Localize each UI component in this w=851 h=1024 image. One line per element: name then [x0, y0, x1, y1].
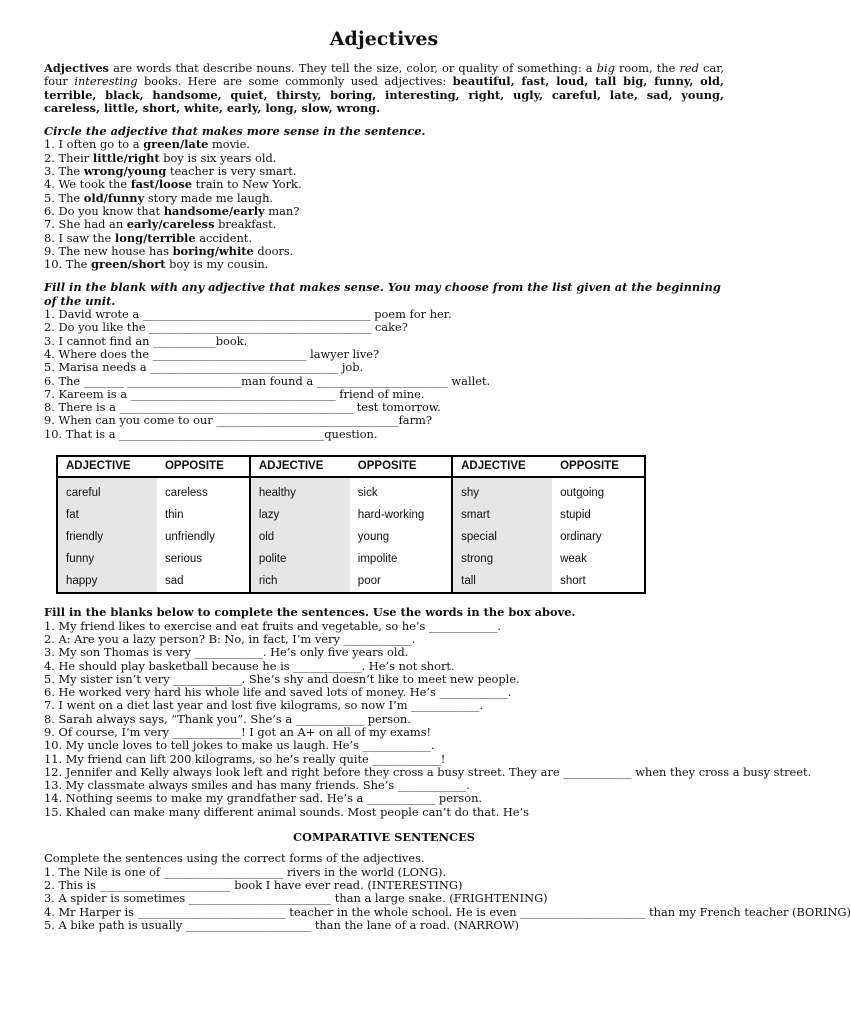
intro-paragraph — [44, 62, 724, 115]
table-header-row — [57, 456, 645, 477]
adjective-choice[interactable]: handsome/early — [163, 203, 265, 218]
item-text: 6. Do you know that — [44, 203, 164, 218]
adjective-choice[interactable]: little/right — [92, 150, 160, 165]
circle-item — [44, 205, 724, 218]
circle-item — [44, 192, 724, 205]
item-text: 9. The new house has — [44, 243, 173, 258]
adjective-cell: rich — [250, 570, 350, 593]
fill-item: 7. Kareem is a ____________________________________ friend of mine. — [44, 386, 425, 401]
box-words-item: 4. He should play basketball because he is ____________. He’s not short. — [44, 658, 455, 673]
table-header-cell: ADJECTIVE — [452, 456, 552, 477]
circle-item — [44, 258, 724, 271]
box-words-item: 11. My friend can lift 200 kilograms, so he’s really quite ____________! — [44, 751, 446, 766]
opposite-cell: thin — [157, 504, 250, 526]
box-words-instruction: Fill in the blanks below to complete the sentences. Use the words in the box above. — [44, 605, 576, 620]
circle-instruction: Circle the adjective that makes more sense in the sentence. — [44, 124, 426, 139]
item-text: 7. She had an — [44, 217, 127, 232]
adjective-cell: funny — [57, 548, 157, 570]
adjective-cell: smart — [452, 504, 552, 526]
opposite-cell: short — [560, 574, 586, 587]
worksheet-page — [44, 26, 851, 932]
fill-item: 5. Marisa needs a _________________________________ job. — [44, 360, 364, 375]
opposite-cell: outgoing — [560, 486, 605, 499]
adjective-cell: lazy — [250, 504, 350, 526]
item-text: 10. The — [44, 257, 92, 272]
box-words-item: 9. Of course, I’m very ____________! I got an A+ on all of my exams! — [44, 724, 432, 739]
adjective-choice[interactable]: green/late — [143, 137, 209, 152]
circle-section — [44, 125, 724, 271]
table-header-cell: ADJECTIVE — [57, 456, 157, 477]
adjective-cell: old — [250, 526, 350, 548]
adjective-choice[interactable]: old/funny — [83, 190, 145, 205]
item-text: doors. — [253, 243, 294, 258]
intro-lead: Adjectives — [44, 61, 109, 75]
opposite-cell: weak — [560, 552, 587, 565]
comparative-instruction: Complete the sentences using the correct forms of the adjectives. — [44, 851, 425, 866]
table-row — [57, 548, 645, 570]
box-words-item: 8. Sarah always says, “Thank you”. She’s a ____________ person. — [44, 711, 411, 726]
item-text: 5. The — [44, 190, 84, 205]
box-words-item: 10. My uncle loves to tell jokes to make us laugh. He’s ____________. — [44, 738, 435, 753]
box-words-item: 13. My classmate always smiles and has many friends. She’s ____________. — [44, 778, 470, 793]
opposite-cell: careless — [157, 477, 250, 504]
item-text: breakfast. — [214, 217, 277, 232]
opposite-cell: stupid — [560, 508, 591, 521]
opposite-cell: impolite — [350, 548, 452, 570]
table-header-cell: OPPOSITE — [157, 456, 250, 477]
item-text: teacher is very smart. — [166, 164, 297, 179]
adjective-cell: happy — [57, 570, 157, 593]
item-text: 1. I often go to a — [44, 137, 144, 152]
box-words-section — [44, 605, 812, 819]
item-text: story made me laugh. — [144, 190, 274, 205]
comparative-heading: COMPARATIVE SENTENCES — [292, 830, 475, 845]
comparative-item: 2. This is _______________________ book I have ever read. (INTERESTING) — [44, 877, 463, 892]
adjective-cell: tall — [452, 570, 552, 593]
fill-item: 10. That is a ____________________________________question. — [44, 426, 378, 441]
item-text: 2. Their — [44, 150, 93, 165]
adjective-list: beautiful, fast, loud, tall big, funny, old, terrible, black, handsome, quiet, thirsty, boring, interesting, right, ugly, careful, late, sad, young, careless, little, short, white, early, long, slow, wrong. — [44, 74, 724, 115]
table-row — [57, 526, 645, 548]
fill-item: 8. There is a _________________________________________ test tomorrow. — [44, 400, 441, 415]
adjective-choice[interactable]: wrong/young — [83, 164, 167, 179]
adjective-cell: healthy — [250, 477, 350, 504]
adjective-cell: friendly — [57, 526, 157, 548]
item-text: accident. — [195, 230, 253, 245]
comparative-item: 5. A bike path is usually ______________________ than the lane of a road. (NARROW) — [44, 917, 519, 932]
box-words-item: 2. A: Are you a lazy person? B: No, in fact, I’m very ____________. — [44, 631, 416, 646]
adjective-cell: polite — [250, 548, 350, 570]
fill-item: 4. Where does the ___________________________ lawyer live? — [44, 346, 380, 361]
fill-section — [44, 281, 724, 441]
box-words-item: 14. Nothing seems to make my grandfather sad. He’s a ____________ person. — [44, 791, 483, 806]
table-row — [57, 570, 645, 593]
table-row — [57, 504, 645, 526]
item-text: boy is my cousin. — [165, 257, 269, 272]
adjective-choice[interactable]: green/short — [91, 257, 166, 272]
circle-item — [44, 152, 724, 165]
box-words-item: 5. My sister isn’t very ____________. She’s shy and doesn’t like to meet new people. — [44, 671, 520, 686]
intro-example: interesting — [74, 74, 138, 89]
intro-text: are words that describe nouns. They tell the size, color, or quality of something: a — [108, 61, 597, 75]
opposite-cell: hard-working — [350, 504, 452, 526]
box-words-item: 1. My friend likes to exercise and eat fruits and vegetable, so he’s ____________. — [44, 618, 501, 633]
item-text: boy is six years old. — [159, 150, 277, 165]
fill-instruction: Fill in the blank with any adjective that makes sense. You may choose from the list given at the beginning of the unit. — [44, 280, 721, 308]
table-header-cell: OPPOSITE — [350, 456, 452, 477]
comparative-item: 4. Mr Harper is __________________________ teacher in the whole school. He is even ______________________ than my French teacher (BORING) — [44, 904, 851, 919]
adjective-cell: special — [452, 526, 552, 548]
fill-item: 3. I cannot find an ___________book. — [44, 333, 248, 348]
fill-item: 6. The _______ ____________________man found a _______________________ wallet. — [44, 373, 491, 388]
page-title: Adjectives — [329, 28, 439, 50]
item-text: 4. We took the — [44, 177, 131, 192]
table-header-cell: ADJECTIVE — [250, 456, 350, 477]
table-row — [57, 477, 645, 504]
intro-text: room, the — [614, 61, 680, 75]
circle-item — [44, 245, 724, 258]
item-text: 8. I saw the — [44, 230, 115, 245]
adjective-cell: strong — [452, 548, 552, 570]
adjective-choice[interactable]: long/terrible — [114, 230, 196, 245]
opposite-cell: ordinary — [560, 530, 602, 543]
adjective-cell: fat — [57, 504, 157, 526]
adjective-cell: shy — [452, 477, 552, 504]
circle-item — [44, 232, 724, 245]
box-words-item: 6. He worked very hard his whole life and saved lots of money. He’s ____________. — [44, 685, 512, 700]
adjective-choice[interactable]: early/careless — [126, 217, 215, 232]
opposite-cell: sick — [350, 477, 452, 504]
opposite-cell: unfriendly — [157, 526, 250, 548]
opposite-cell: sad — [157, 570, 250, 593]
box-words-item: 12. Jennifer and Kelly always look left and right before they cross a busy street. They are ____________ when they cross a busy street. — [44, 764, 812, 779]
box-words-item: 3. My son Thomas is very ____________. He’s only five years old. — [44, 645, 409, 660]
comparative-list — [44, 864, 851, 932]
adjective-choice[interactable]: fast/loose — [130, 177, 193, 192]
comparative-item: 1. The Nile is one of _____________________ rivers in the world (LONG). — [44, 864, 447, 879]
circle-list — [44, 138, 724, 271]
intro-example: red — [679, 61, 699, 75]
box-words-item: 15. Khaled can make many different animal sounds. Most people can’t do that. He’s — [44, 804, 530, 819]
intro-text: car, four — [44, 61, 725, 89]
box-words-list — [44, 618, 812, 819]
adjective-choice[interactable]: boring/white — [172, 243, 254, 258]
circle-item — [44, 165, 724, 178]
circle-item — [44, 218, 724, 231]
comparative-item: 3. A spider is sometimes _________________________ than a large snake. (FRIGHTENING) — [44, 891, 548, 906]
table-header-cell: OPPOSITE — [552, 456, 645, 477]
table-body — [57, 477, 645, 593]
intro-example: big — [596, 61, 615, 75]
item-text: man? — [264, 203, 300, 218]
fill-item: 9. When can you come to our ________________________________farm? — [44, 413, 432, 428]
comparative-section — [44, 830, 851, 932]
intro-text: books. Here are some commonly used adjectives: — [137, 74, 453, 89]
item-text: 3. The — [44, 164, 84, 179]
fill-list — [44, 308, 724, 441]
fill-item: 2. Do you like the _______________________________________ cake? — [44, 320, 408, 335]
adjective-cell: careful — [57, 477, 157, 504]
item-text: train to New York. — [192, 177, 302, 192]
circle-item — [44, 178, 724, 191]
box-words-item: 7. I went on a diet last year and lost five kilograms, so now I’m ____________. — [44, 698, 484, 713]
circle-item — [44, 138, 724, 151]
opposite-cell: poor — [350, 570, 452, 593]
fill-item: 1. David wrote a ________________________________________ poem for her. — [44, 307, 452, 322]
item-text: movie. — [208, 137, 251, 152]
adjective-opposite-table — [56, 455, 646, 594]
opposite-cell: young — [350, 526, 452, 548]
opposite-cell: serious — [157, 548, 250, 570]
